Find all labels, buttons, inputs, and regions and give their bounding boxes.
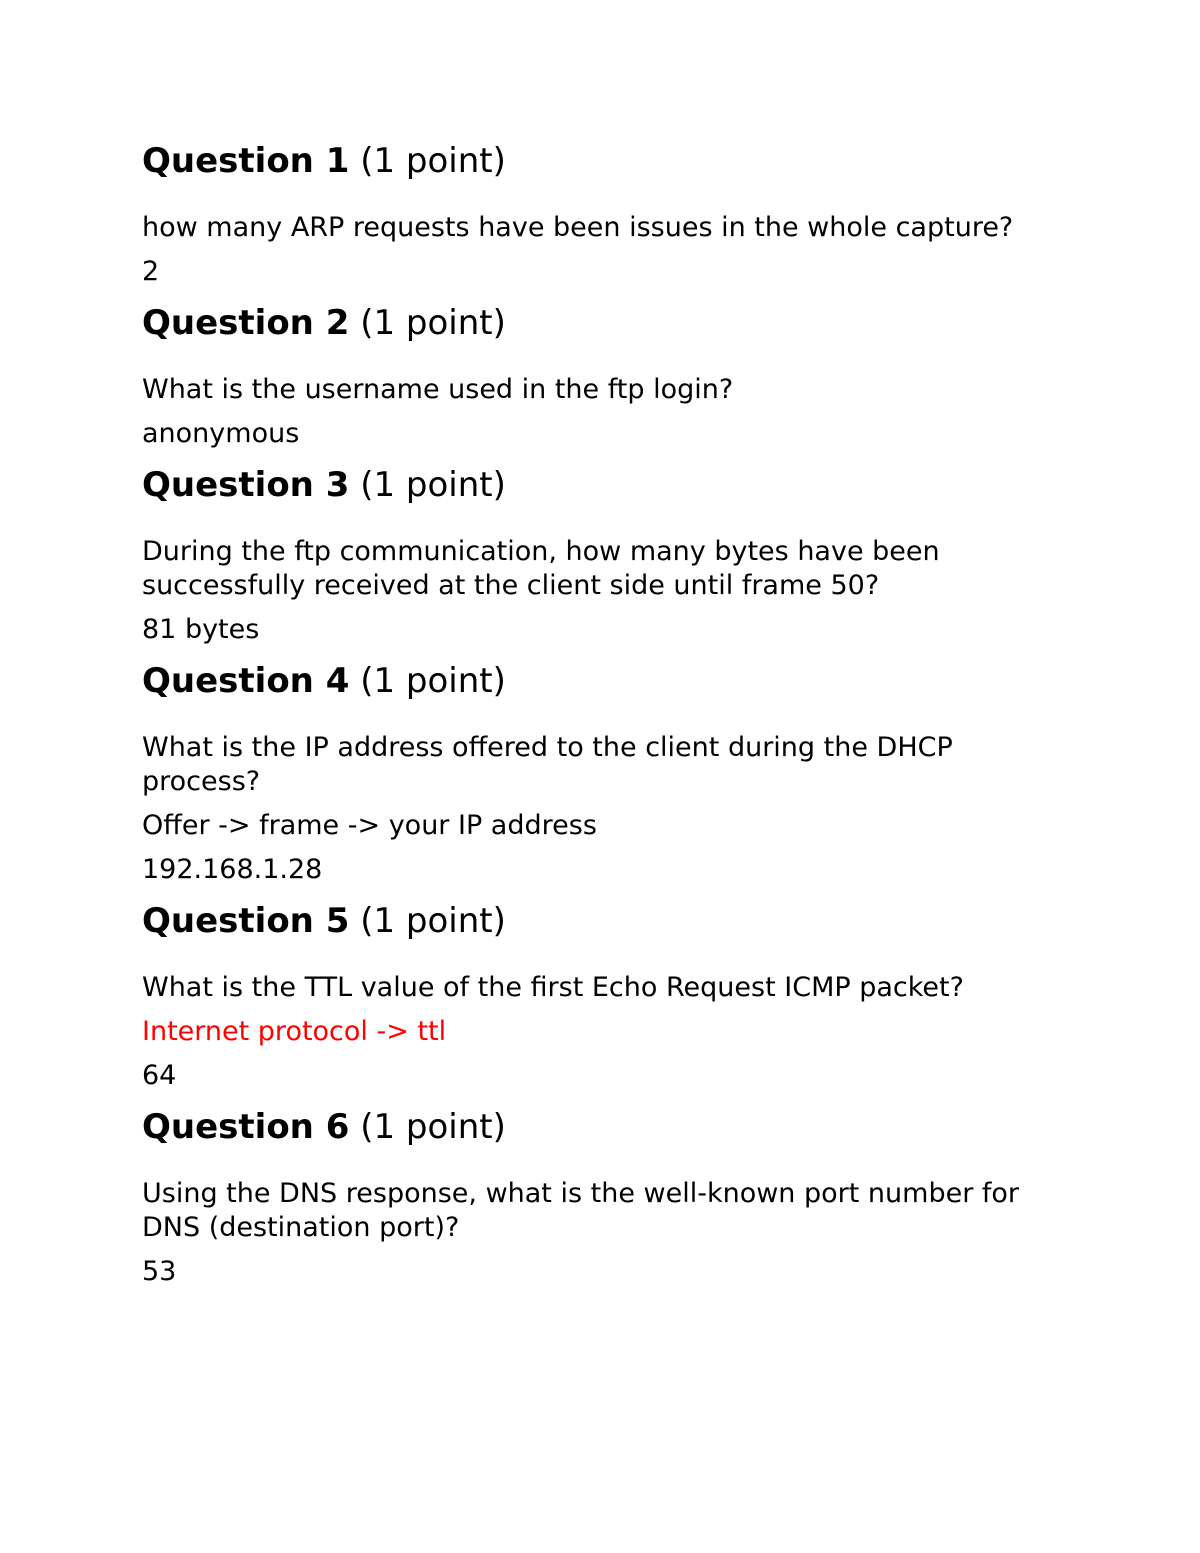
question-title: Question 2 <box>142 303 350 343</box>
question-block <box>142 302 1062 451</box>
question-points: (1 point) <box>360 303 506 343</box>
question-block <box>142 140 1062 289</box>
question-block <box>142 900 1062 1093</box>
question-title: Question 4 <box>142 661 350 701</box>
question-heading <box>142 900 1062 942</box>
question-heading <box>142 660 1062 702</box>
answer-note-highlighted: Internet protocol -> ttl <box>142 1016 447 1047</box>
document-page <box>142 140 1062 1302</box>
question-heading <box>142 1106 1062 1148</box>
question-title: Question 5 <box>142 901 350 941</box>
question-block <box>142 464 1062 647</box>
answer-text: anonymous <box>142 418 300 449</box>
question-text: Using the DNS response, what is the well-known port number for DNS (destination port)? <box>142 1178 1020 1243</box>
question-text: What is the username used in the ftp login? <box>142 374 734 405</box>
question-block <box>142 1106 1062 1289</box>
question-points: (1 point) <box>360 661 506 701</box>
question-text: What is the IP address offered to the client during the DHCP process? <box>142 732 953 797</box>
question-title: Question 6 <box>142 1107 350 1147</box>
question-heading <box>142 302 1062 344</box>
question-heading <box>142 140 1062 182</box>
answer-text: 2 <box>142 256 160 287</box>
question-text: During the ftp communication, how many bytes have been successfully received at the client side until frame 50? <box>142 536 940 601</box>
question-points: (1 point) <box>360 1107 506 1147</box>
question-text: What is the TTL value of the first Echo Request ICMP packet? <box>142 972 964 1003</box>
question-text: how many ARP requests have been issues in the whole capture? <box>142 212 1014 243</box>
question-title: Question 1 <box>142 141 350 181</box>
answer-text: 53 <box>142 1256 177 1287</box>
answer-text: 64 <box>142 1060 177 1091</box>
question-points: (1 point) <box>360 901 506 941</box>
question-title: Question 3 <box>142 465 350 505</box>
question-points: (1 point) <box>360 465 506 505</box>
answer-text: 192.168.1.28 <box>142 854 323 885</box>
question-points: (1 point) <box>360 141 506 181</box>
question-block <box>142 660 1062 887</box>
answer-text: 81 bytes <box>142 614 260 645</box>
answer-note: Offer -> frame -> your IP address <box>142 810 597 841</box>
question-heading <box>142 464 1062 506</box>
